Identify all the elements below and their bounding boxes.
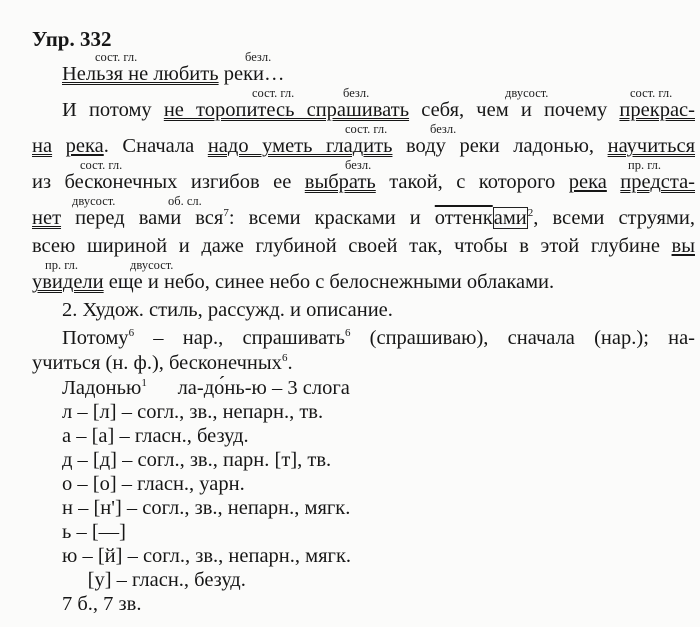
ending-box: ами	[493, 207, 527, 229]
text-segment: ю – [й] – согл., зв., непарн., мягк.	[62, 545, 352, 567]
text-line	[62, 402, 323, 423]
predicate: надо уметь гладить	[207, 135, 393, 157]
text-segment: воду реки ладонью,	[392, 135, 608, 157]
text-line	[32, 272, 554, 293]
text-segment: учиться (н. ф.), бесконечных	[32, 352, 282, 374]
text-line	[62, 426, 249, 447]
text-line	[62, 100, 695, 121]
annotation: безл.	[345, 158, 372, 172]
text-segment: д – [д] – согл., зв., парн. [т], тв.	[62, 449, 332, 471]
text-line	[62, 594, 141, 615]
text-line	[62, 450, 331, 471]
exercise-title: Упр. 332	[32, 27, 112, 51]
footnote-mark: 6	[128, 327, 135, 340]
annotation: сост. гл.	[252, 86, 295, 100]
text-segment: (спрашиваю), сначала (нар.); на-	[350, 327, 695, 349]
text-segment: И потому	[62, 99, 164, 121]
predicate: увидели	[32, 271, 104, 293]
predicate: научиться	[607, 135, 696, 157]
text-segment: 7 б., 7 зв.	[62, 593, 142, 615]
predicate: на	[32, 135, 53, 157]
annotation: безл.	[430, 122, 457, 136]
text-segment: . Сначала	[103, 135, 208, 157]
footnote-mark: 7	[223, 207, 229, 220]
text-segment: : всеми красками и	[228, 207, 435, 229]
text-line	[32, 208, 695, 229]
text-line	[32, 172, 695, 193]
text-segment: ла-до́нь-ю – 3 слога	[146, 377, 350, 399]
text-segment: .	[287, 352, 293, 374]
annotation: двусост.	[72, 194, 116, 208]
text-segment: – нар., спрашивать	[134, 327, 345, 349]
text-segment: н – [н'] – согл., зв., непарн., мягк.	[62, 497, 351, 519]
annotation: сост. гл.	[80, 158, 123, 172]
text-line	[62, 546, 351, 567]
text-line	[62, 328, 695, 349]
text-segment: 2. Худож. стиль, рассужд. и описание.	[62, 299, 393, 321]
text-segment	[52, 135, 66, 157]
subject: река	[65, 135, 104, 157]
predicate: прекрас-	[619, 99, 695, 121]
text-line	[32, 236, 695, 257]
text-line	[62, 378, 350, 399]
text-segment: , всеми струями,	[533, 207, 695, 229]
text-line	[62, 300, 393, 321]
annotation: сост. гл.	[95, 50, 138, 64]
root-arc: оттенк	[434, 207, 493, 229]
annotation: безл.	[343, 86, 370, 100]
text-line	[62, 64, 285, 85]
annotation: безл.	[245, 50, 272, 64]
predicate: выбрать	[304, 171, 376, 193]
subject: река	[568, 171, 607, 193]
text-segment: реки…	[218, 63, 285, 85]
text-line	[32, 136, 695, 157]
text-segment: о – [о] – гласн., уарн.	[62, 473, 245, 495]
subject: вы	[671, 235, 695, 257]
text-segment: себя, чем и почему	[409, 99, 620, 121]
text-segment	[607, 171, 620, 193]
text-segment: из бесконечных изгибов ее	[32, 171, 305, 193]
text-segment: л – [л] – согл., зв., непарн., тв.	[62, 401, 324, 423]
text-segment: [у] – гласн., безуд.	[62, 569, 246, 591]
text-line	[32, 353, 293, 374]
text-segment: ь – [—]	[62, 521, 127, 543]
text-line	[62, 474, 245, 495]
text-line	[62, 522, 126, 543]
text-segment: Ладонью	[62, 377, 142, 399]
annotation: об. сл.	[168, 194, 202, 208]
text-segment: а – [а] – гласн., безуд.	[62, 425, 249, 447]
annotation: пр. гл.	[45, 258, 79, 272]
footnote-mark: 2	[527, 207, 534, 220]
text-segment: такой, с которого	[375, 171, 569, 193]
footnote-mark: 6	[281, 352, 288, 365]
text-segment: Потому	[62, 327, 129, 349]
text-line	[62, 498, 350, 519]
predicate: Нельзя не любить	[62, 63, 219, 85]
predicate: нет	[32, 207, 62, 229]
annotation: двусост.	[505, 86, 549, 100]
footnote-mark: 1	[141, 377, 147, 390]
annotation: сост. гл.	[345, 122, 388, 136]
text-segment: всею шириной и даже глубиной своей так, чтобы в этой глубине	[32, 235, 672, 257]
predicate: предста-	[620, 171, 696, 193]
text-segment: перед вами вся	[61, 207, 224, 229]
annotation: пр. гл.	[628, 158, 662, 172]
annotation: двусост.	[130, 258, 174, 272]
annotation: сост. гл.	[630, 86, 673, 100]
text-segment: еще и небо, синее небо с белоснежными облаками.	[103, 271, 555, 293]
text-line	[62, 570, 246, 591]
predicate: не торопитесь спрашивать	[163, 99, 410, 121]
footnote-mark: 6	[344, 327, 351, 340]
